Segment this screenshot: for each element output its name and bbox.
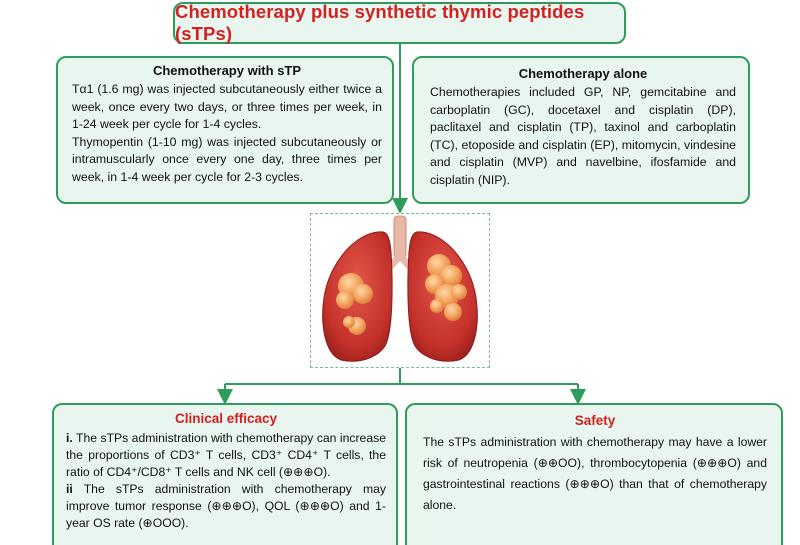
chemo-alone-panel xyxy=(412,56,750,204)
chemo-alone-heading: Chemotherapy alone xyxy=(518,66,648,81)
clinical-efficacy-heading: Clinical efficacy xyxy=(174,411,278,426)
efficacy-item-2-text: The sTPs administration with chemotherapy may improve tumor response (⊕⊕⊕O), QOL (⊕⊕⊕O) and 1-year OS rate (⊕OOO). xyxy=(66,482,386,530)
lung-illustration-frame xyxy=(310,213,490,368)
safety-heading: Safety xyxy=(574,413,616,428)
efficacy-item-1-text: The sTPs administration with chemotherapy can increase the proportions of CD3⁺ T cells, CD3⁺ CD4⁺ T cells, the ratio of CD4⁺/CD8⁺ T cells and NK cell (⊕⊕⊕O). xyxy=(66,431,386,479)
item-1-marker: i. xyxy=(66,431,73,445)
trachea-icon xyxy=(394,216,406,258)
talpha1-dosing-text: Tα1 (1.6 mg) was injected subcutaneously either twice a week, once every two days, or three times per week, in 1-24 week per cycle for 1-4 cycles. xyxy=(72,82,382,132)
efficacy-item-1 xyxy=(66,430,386,481)
efficacy-item-2 xyxy=(66,481,386,532)
chemo-with-stp-panel xyxy=(56,56,394,204)
clinical-efficacy-panel xyxy=(52,403,398,545)
chemo-with-stp-heading: Chemotherapy with sTP xyxy=(152,63,302,78)
item-2-marker: ii xyxy=(66,482,73,496)
chemo-regimens-text: Chemotherapies included GP, NP, gemcitabine and carboplatin (GC), docetaxel and cisplatin (DP), paclitaxel and cisplatin (TP), taxinol and carboplatin (TC), etoposide and cisplatin (EP), mitomycin, vindesine and cisplatin (MVP) and navelbine, ifosfamide and cisplatin (NIP). xyxy=(430,85,736,187)
thymopentin-dosing-text: Thymopentin (1-10 mg) was injected subcutaneously or intramuscularly once every one day, three times per week, in 1-4 week per cycle for 2-3 cycles. xyxy=(72,134,382,184)
safety-text: The sTPs administration with chemotherapy may have a lower risk of neutropenia (⊕⊕OO), thrombocytopenia (⊕⊕⊕O) and gastrointestinal reactions (⊕⊕⊕O) than that of chemotherapy alone. xyxy=(423,435,767,512)
lungs-icon xyxy=(311,214,489,367)
safety-panel xyxy=(405,403,783,545)
diagram-title: Chemotherapy plus synthetic thymic peptides (sTPs) xyxy=(175,1,585,44)
title-box xyxy=(173,2,626,44)
